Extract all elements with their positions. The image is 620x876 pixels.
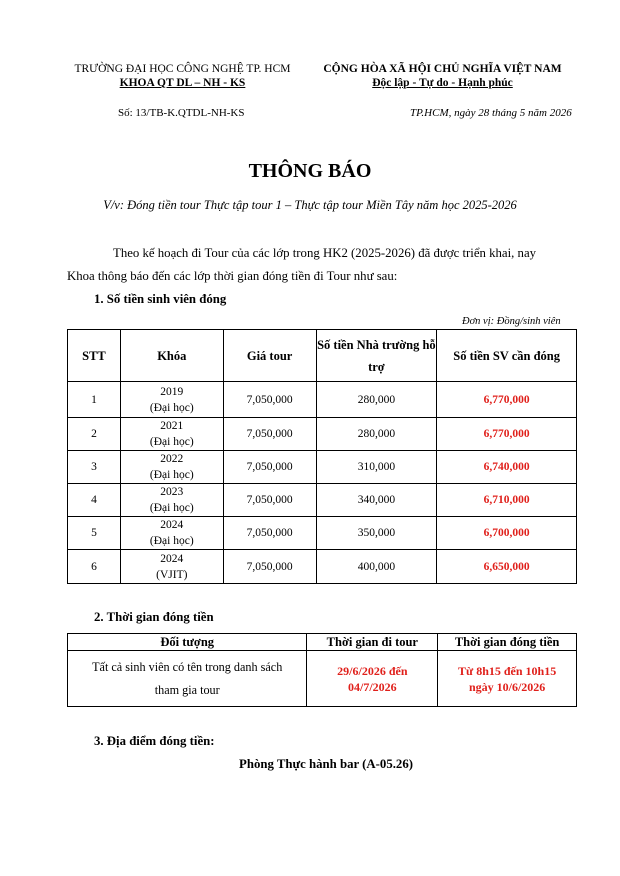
support-cell: 340,000	[316, 484, 437, 517]
price-cell: 7,050,000	[223, 418, 316, 451]
payment-time-cell: Từ 8h15 đến 10h15 ngày 10/6/2026	[438, 651, 577, 707]
payment-cell: 6,770,000	[437, 382, 577, 418]
unit-note: Đơn vị: Đồng/sinh viên	[462, 316, 561, 327]
school-name-block	[70, 62, 295, 90]
stt-cell: 6	[68, 550, 121, 584]
section-3-heading: 3. Địa điểm đóng tiền:	[94, 734, 215, 748]
stt-cell: 3	[68, 451, 121, 484]
col-header-price: Giá tour	[223, 330, 316, 382]
price-cell: 7,050,000	[223, 550, 316, 584]
table-header-row	[68, 330, 577, 382]
national-motto-block	[315, 62, 570, 90]
course-cell: 2019 (Đại học)	[120, 382, 223, 418]
payment-cell: 6,740,000	[437, 451, 577, 484]
course-cell: 2021 (Đại học)	[120, 418, 223, 451]
table-row	[68, 418, 577, 451]
tuition-table	[67, 329, 577, 584]
price-cell: 7,050,000	[223, 484, 316, 517]
col-header-payment-time: Thời gian đóng tiền	[438, 634, 577, 651]
page-title: THÔNG BÁO	[248, 160, 372, 182]
page-subtitle: V/v: Đóng tiền tour Thực tập tour 1 – Thực tập tour Miền Tây năm học 2025-2026	[103, 198, 517, 212]
payment-cell: 6,710,000	[437, 484, 577, 517]
course-cell: 2023 (Đại học)	[120, 484, 223, 517]
motto: Độc lập - Tự do - Hạnh phúc	[372, 77, 513, 89]
support-cell: 400,000	[316, 550, 437, 584]
stt-cell: 2	[68, 418, 121, 451]
support-cell: 310,000	[316, 451, 437, 484]
course-cell: 2024 (Đại học)	[120, 517, 223, 550]
table-row	[68, 382, 577, 418]
course-cell: 2022 (Đại học)	[120, 451, 223, 484]
support-cell: 280,000	[316, 382, 437, 418]
tour-time-cell: 29/6/2026 đến 04/7/2026	[307, 651, 438, 707]
course-cell: 2024 (VJIT)	[120, 550, 223, 584]
intro-line-1: Theo kế hoạch đi Tour của các lớp trong HK2 (2025-2026) đã được triển khai, nay	[113, 246, 537, 260]
price-cell: 7,050,000	[223, 517, 316, 550]
schedule-row	[68, 651, 577, 707]
table-row	[68, 484, 577, 517]
document-number: Số: 13/TB-K.QTDL-NH-KS	[118, 107, 245, 119]
col-header-stt: STT	[68, 330, 121, 382]
col-header-target: Đối tượng	[68, 634, 307, 651]
payment-cell: 6,650,000	[437, 550, 577, 584]
col-header-payment: Số tiền SV cần đóng	[437, 330, 577, 382]
stt-cell: 1	[68, 382, 121, 418]
table-row	[68, 517, 577, 550]
school-name: TRƯỜNG ĐẠI HỌC CÔNG NGHỆ TP. HCM	[74, 63, 291, 75]
col-header-course: Khóa	[120, 330, 223, 382]
price-cell: 7,050,000	[223, 451, 316, 484]
section-1-heading: 1. Số tiền sinh viên đóng	[94, 292, 227, 306]
table-row	[68, 550, 577, 584]
col-header-support: Số tiền Nhà trường hỗ trợ	[316, 330, 437, 382]
support-cell: 280,000	[316, 418, 437, 451]
schedule-header-row	[68, 634, 577, 651]
schedule-table	[67, 633, 577, 707]
table-row	[68, 451, 577, 484]
col-header-tour-time: Thời gian đi tour	[307, 634, 438, 651]
section-2-heading: 2. Thời gian đóng tiền	[94, 610, 214, 624]
place-date: TP.HCM, ngày 28 tháng 5 năm 2026	[410, 107, 572, 119]
target-cell: Tất cả sinh viên có tên trong danh sách tham gia tour	[68, 651, 307, 707]
stt-cell: 4	[68, 484, 121, 517]
support-cell: 350,000	[316, 517, 437, 550]
payment-location: Phòng Thực hành bar (A-05.26)	[239, 757, 413, 771]
faculty-name: KHOA QT DL – NH - KS	[119, 77, 246, 89]
country-name: CỘNG HÒA XÃ HỘI CHỦ NGHĨA VIỆT NAM	[323, 63, 562, 75]
payment-cell: 6,700,000	[437, 517, 577, 550]
payment-cell: 6,770,000	[437, 418, 577, 451]
price-cell: 7,050,000	[223, 382, 316, 418]
stt-cell: 5	[68, 517, 121, 550]
intro-line-2: Khoa thông báo đến các lớp thời gian đóng tiền đi Tour như sau:	[67, 269, 398, 283]
